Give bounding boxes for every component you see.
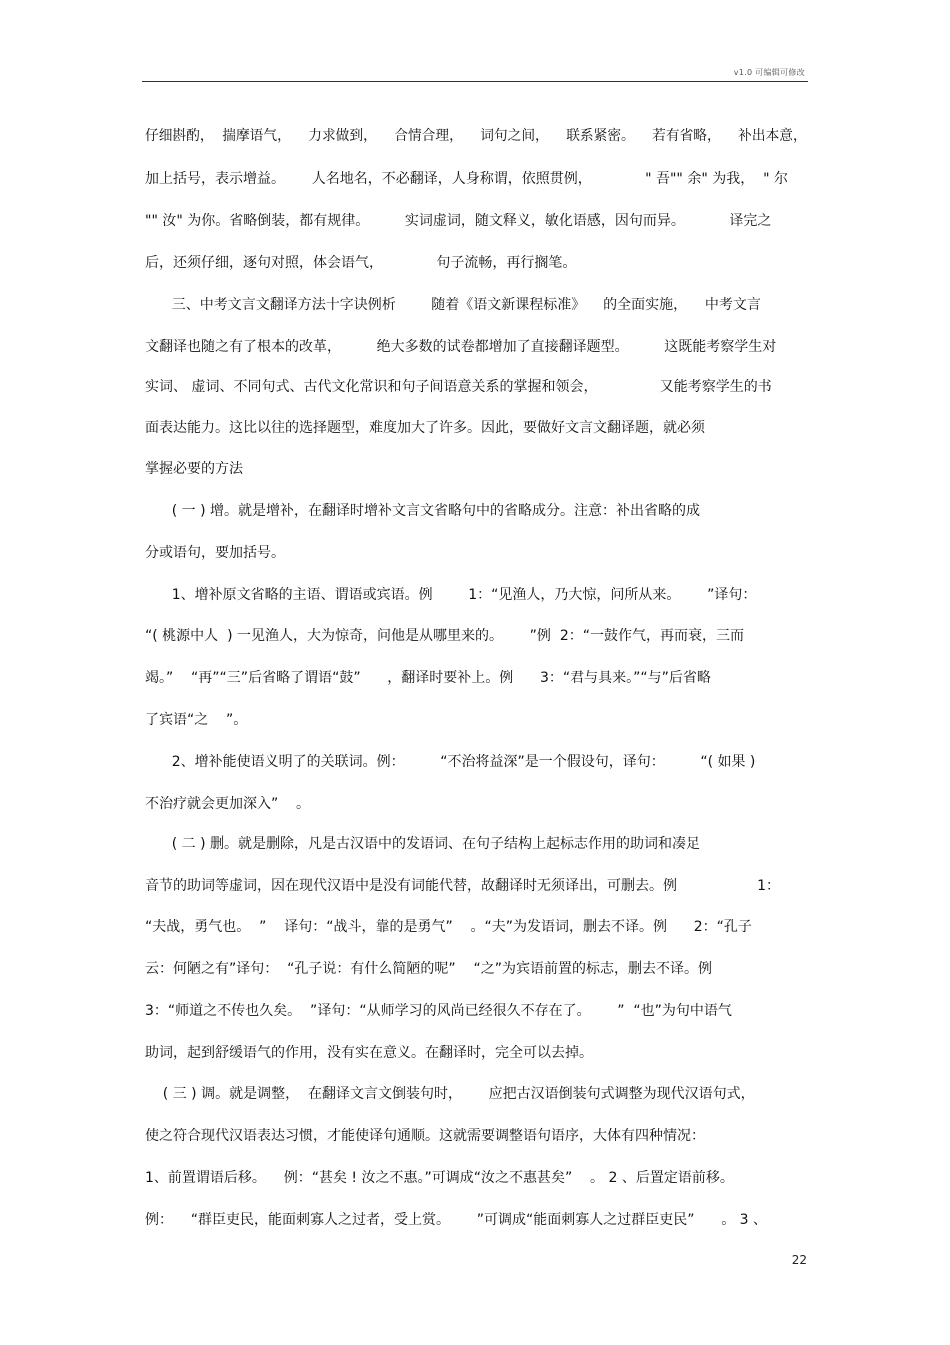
text-line: 面表达能力。这比以往的选择题型，难度加大了许多。因此，要做好文言文翻译题，就必须 <box>145 420 705 436</box>
text-line: 例： “群臣吏民，能面刺寡人之过者，受上赏。 ”可调成“能面刺寡人之过群臣吏民” 。 3 、 <box>145 1212 768 1228</box>
text-line: 仔细斟酌， 揣摩语气， 力求做到， 合情合理， 词句之间， 联系紧密。 若有省略， 补出本意， <box>145 128 807 144</box>
text-line: 加上括号，表示增益。 人名地名，不必翻译，人身称谓，依照贯例， " 吾"" 余" 为我， " 尔 <box>145 171 788 187</box>
text-line: ( 一 ) 增。就是增补，在翻译时增补文言文省略句中的省略成分。注意：补出省略的成 <box>145 503 700 519</box>
text-line: 三、中考文言文翻译方法十字诀例析 随着《语文新课程标准》 的全面实施， 中考文言 <box>145 297 761 313</box>
text-line: ( 三 ) 调。就是调整， 在翻译文言文倒装句时， 应把古汉语倒装句式调整为现代汉语句式， <box>145 1086 755 1102</box>
text-line: 了宾语“之 ”。 <box>145 712 248 728</box>
text-line: 掌握必要的方法 <box>145 461 243 477</box>
text-line: ( 二 ) 删。就是删除，凡是古汉语中的发语词、在句子结构上起标志作用的助词和凑足 <box>145 836 700 852</box>
text-line: "" 汝" 为你。省略倒装，都有规律。 实词虚词，随文释义，敏化语感，因句而异。 译完之 <box>145 213 772 229</box>
text-line: 分或语句，要加括号。 <box>145 545 285 561</box>
text-line: 后，还须仔细，逐句对照，体会语气， 句子流畅，再行搁笔。 <box>145 255 577 271</box>
text-line: 使之符合现代汉语表达习惯，才能使译句通顺。这就需要调整语句语序，大体有四种情况： <box>145 1128 705 1144</box>
text-line: 竭。” “再”“三”后省略了谓语“鼓” ，翻译时要补上。例 3：“君与具来。”“与”后省略 <box>145 670 711 686</box>
text-line: 云：何陋之有”译句： “孔子说：有什么简陋的呢” “之”为宾语前置的标志，删去不译。例 <box>145 961 712 977</box>
text-line: 2、增补能使语义明了的关联词。例： “不治将益深”是一个假设句，译句： “( 如果 ) <box>145 754 756 770</box>
header-rule <box>142 81 808 82</box>
text-line: 助词，起到舒缓语气的作用，没有实在意义。在翻译时，完全可以去掉。 <box>145 1045 593 1061</box>
header-note: v1.0 可编辑可修改 <box>733 68 805 77</box>
page-number: 22 <box>791 1253 807 1267</box>
text-line: “( 桃源中人 ) 一见渔人，大为惊奇，问他是从哪里来的。 ”例 2：“一鼓作气，再而衰，三而 <box>145 628 744 644</box>
text-line: 实词、 虚词、不同句式、古代文化常识和句子间语意关系的掌握和领会， 又能考察学生的书 <box>145 379 772 395</box>
text-line: 不治疗就会更加深入” 。 <box>145 796 311 812</box>
text-line: 文翻译也随之有了根本的改革， 绝大多数的试卷都增加了直接翻译题型。 这既能考察学生对 <box>145 339 777 355</box>
text-line: 音节的助词等虚词，因在现代汉语中是没有词能代替，故翻译时无须译出，可删去。例 1： <box>145 878 781 894</box>
text-line: 1、增补原文省略的主语、谓语或宾语。例 1：“见渔人，乃大惊，问所从来。 ”译句： <box>145 587 757 603</box>
text-line: 3：“师道之不传也久矣。 ”译句：“从师学习的风尚已经很久不存在了。 ” “也”为句中语气 <box>145 1003 732 1019</box>
text-line: 1、前置谓语后移。 例：“甚矣 ! 汝之不惠。”可调成“汝之不惠甚矣” 。 2 、后置定语前移。 <box>145 1170 734 1186</box>
text-line: “夫战，勇气也。 ” 译句：“战斗，靠的是勇气” 。“夫”为发语词，删去不译。例 2：“孔子 <box>145 919 752 935</box>
